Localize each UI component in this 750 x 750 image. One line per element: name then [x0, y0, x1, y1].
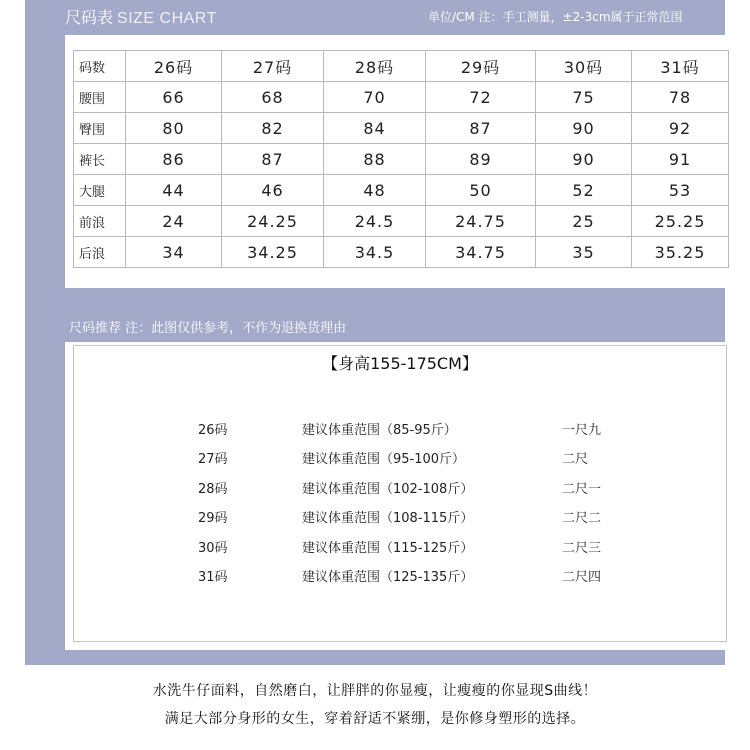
table-cell: 24.25: [222, 206, 324, 237]
table-row: [74, 206, 729, 237]
size-table: [73, 50, 729, 268]
recommend-weight: 建议体重范围（85-95斤）: [302, 423, 457, 438]
unit-note: 单位/CM 注：手工测量，±2-3cm属于正常范围: [428, 10, 683, 24]
size-chart-title: [65, 5, 217, 28]
recommend-size: 26码: [198, 423, 228, 438]
table-cell: 75: [536, 82, 632, 113]
header-cell: 31码: [632, 51, 729, 82]
table-cell: 72: [426, 82, 536, 113]
recommend-weight: 建议体重范围（125-135斤）: [302, 570, 474, 585]
table-cell: 87: [426, 113, 536, 144]
recommend-header: 尺码推荐 注：此图仅供参考，不作为退换货理由: [69, 321, 347, 336]
table-cell: 70: [324, 82, 426, 113]
table-cell: 44: [126, 175, 222, 206]
table-cell: 53: [632, 175, 729, 206]
table-cell: 34.5: [324, 237, 426, 268]
table-cell: 48: [324, 175, 426, 206]
table-cell: 25: [536, 206, 632, 237]
row-label: 大腿: [74, 175, 126, 206]
recommend-waist: 二尺一: [562, 482, 602, 497]
size-chart-panel: [25, 0, 725, 665]
table-cell: 90: [536, 113, 632, 144]
row-label: 前浪: [74, 206, 126, 237]
footer-line-2: 满足大部分身形的女生，穿着舒适不紧绷，是你修身塑形的选择。: [164, 711, 586, 727]
recommend-size: 27码: [198, 452, 228, 467]
table-cell: 24.75: [426, 206, 536, 237]
table-cell: 35: [536, 237, 632, 268]
recommend-waist: 一尺九: [562, 423, 602, 438]
table-row: [74, 82, 729, 113]
table-row: [74, 237, 729, 268]
table-cell: 80: [126, 113, 222, 144]
recommend-weight: 建议体重范围（102-108斤）: [302, 482, 474, 497]
title-cn: 尺码表: [65, 8, 114, 27]
recommend-waist: 二尺四: [562, 570, 602, 585]
table-cell: 66: [126, 82, 222, 113]
table-cell: 90: [536, 144, 632, 175]
table-cell: 78: [632, 82, 729, 113]
recommend-box: [65, 342, 735, 650]
header-cell: 27码: [222, 51, 324, 82]
recommend-weight: 建议体重范围（115-125斤）: [302, 541, 474, 556]
table-cell: 24.5: [324, 206, 426, 237]
table-cell: 24: [126, 206, 222, 237]
recommend-size: 31码: [198, 570, 228, 585]
row-label: 后浪: [74, 237, 126, 268]
header-cell: 26码: [126, 51, 222, 82]
table-cell: 34.75: [426, 237, 536, 268]
recommend-waist: 二尺二: [562, 511, 602, 526]
table-cell: 87: [222, 144, 324, 175]
table-cell: 46: [222, 175, 324, 206]
table-row: [74, 113, 729, 144]
table-cell: 68: [222, 82, 324, 113]
recommend-weight: 建议体重范围（108-115斤）: [302, 511, 474, 526]
header-cell: 29码: [426, 51, 536, 82]
header-cell: 30码: [536, 51, 632, 82]
table-cell: 92: [632, 113, 729, 144]
recommend-size: 30码: [198, 541, 228, 556]
table-header-row: [74, 51, 729, 82]
table-cell: 34: [126, 237, 222, 268]
recommend-waist: 二尺: [562, 452, 589, 467]
row-label: 臀围: [74, 113, 126, 144]
table-row: [74, 144, 729, 175]
header-cell: 码数: [74, 51, 126, 82]
table-cell: 91: [632, 144, 729, 175]
table-cell: 34.25: [222, 237, 324, 268]
table-cell: 86: [126, 144, 222, 175]
recommend-size: 29码: [198, 511, 228, 526]
table-row: [74, 175, 729, 206]
row-label: 裤长: [74, 144, 126, 175]
header-cell: 28码: [324, 51, 426, 82]
size-table-box: [65, 35, 735, 288]
table-cell: 89: [426, 144, 536, 175]
recommend-waist: 二尺三: [562, 541, 602, 556]
table-cell: 88: [324, 144, 426, 175]
table-cell: 84: [324, 113, 426, 144]
table-cell: 35.25: [632, 237, 729, 268]
table-cell: 52: [536, 175, 632, 206]
table-cell: 82: [222, 113, 324, 144]
table-cell: 25.25: [632, 206, 729, 237]
recommend-weight: 建议体重范围（95-100斤）: [302, 452, 466, 467]
height-title: 【身高155-175CM】: [322, 354, 478, 373]
footer-line-1: 水洗牛仔面料，自然磨白，让胖胖的你显瘦，让瘦瘦的你显现S曲线！: [152, 683, 598, 699]
recommend-frame: [73, 345, 727, 642]
title-en: SIZE CHART: [117, 10, 217, 27]
table-cell: 50: [426, 175, 536, 206]
row-label: 腰围: [74, 82, 126, 113]
recommend-size: 28码: [198, 482, 228, 497]
